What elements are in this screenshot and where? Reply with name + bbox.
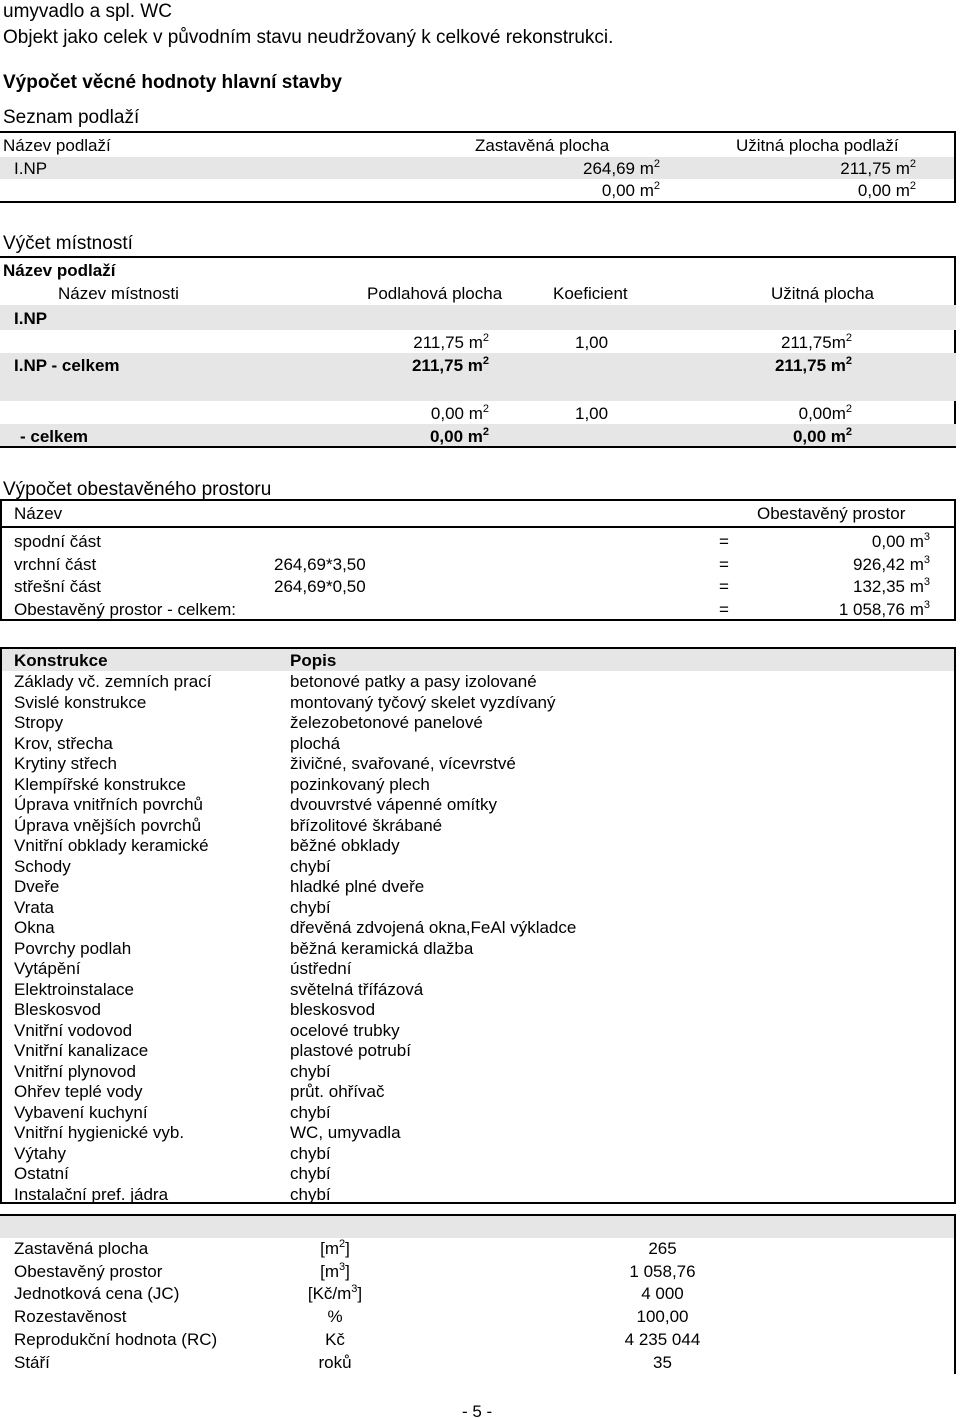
construction-col-description: Popis <box>290 651 337 670</box>
volume-title: Výpočet obestavěného prostoru <box>3 479 272 500</box>
construction-row-name: Elektroinstalace <box>14 979 135 999</box>
rooms-g2-usable: $0,00m^2$ <box>798 403 852 423</box>
section-title: Výpočet věcné hodnoty hlavní stavby <box>3 72 342 93</box>
construction-row-description: břízolitové škrábané <box>290 815 443 835</box>
construction-row-description: dvouvrstvé vápenné omítky <box>290 795 497 814</box>
construction-row-name: Vnitřní plynovod <box>14 1061 136 1081</box>
rooms-g1-total-floor-area: 211,75 $m^2$ <box>411 355 489 375</box>
volume-row-value: 1 058,76 $m^3$ <box>838 598 930 619</box>
floors-col-built: Zastavěná plocha <box>475 136 610 155</box>
rooms-g1-total-usable: 211,75 $m^2$ <box>774 355 852 375</box>
construction-row-name: Základy vč. zemních prací <box>14 672 212 691</box>
volume-col-name: Název <box>14 504 63 523</box>
construction-row-description: světelná třífázová <box>290 979 424 999</box>
floor-row-2-usable: 0,00 $m^2$ <box>857 180 916 200</box>
intro-line-1: umyvadlo a spl. WC <box>3 1 172 22</box>
page-number: - 5 - <box>462 1402 493 1418</box>
floors-col-usable: Užitná plocha podlaží <box>736 136 899 155</box>
construction-row-description: dřevěná zdvojená okna,FeAl výkladce <box>290 918 577 937</box>
summary-row-label: Zastavěná plocha <box>14 1239 149 1258</box>
volume-row-value: 132,35 $m^3$ <box>852 576 930 596</box>
construction-row-name: Schody <box>14 856 71 876</box>
rooms-g2-total-floor-area: 0,00 $m^2$ <box>429 426 489 446</box>
construction-row-name: Vnitřní vodovod <box>14 1020 133 1040</box>
volume-row-eq: = <box>719 599 729 619</box>
summary-row-label: Obestavěný prostor <box>14 1261 163 1281</box>
floor-row-2-built: 0,00 $m^2$ <box>601 180 660 200</box>
volume-row-name: Obestavěný prostor - celkem: <box>14 599 237 619</box>
construction-row-description: plastové potrubí <box>290 1041 411 1060</box>
floor-row-1-built: 264,69 $m^2$ <box>582 158 660 178</box>
rooms-group-1-label: I.NP <box>14 309 48 328</box>
rooms-col-coef: Koeficient <box>553 284 628 303</box>
floor-row-1-name: I.NP <box>14 159 48 178</box>
volume-row-formula: 264,69*3,50 <box>274 554 366 574</box>
construction-row-name: Vrata <box>14 897 55 917</box>
construction-row-name: Úprava vnitřních povrchů <box>14 795 203 814</box>
volume-col-volume: Obestavěný prostor <box>757 504 906 523</box>
volume-row-eq: = <box>719 577 729 596</box>
rooms-title: Výčet místností <box>3 233 133 254</box>
construction-row-name: Krov, střecha <box>14 733 113 753</box>
summary-row-unit: $[m^2]$ <box>320 1238 350 1258</box>
construction-row-name: Svislé konstrukce <box>14 692 147 712</box>
construction-row-description: živičné, svařované, vícevrstvé <box>290 754 516 773</box>
construction-row-description: ocelové trubky <box>290 1020 400 1040</box>
construction-row-name: Vnitřní obklady keramické <box>14 836 209 855</box>
volume-row-formula: 264,69*0,50 <box>274 577 366 596</box>
construction-row-description: hladké plné dveře <box>290 877 425 896</box>
construction-row-name: Krytiny střech <box>14 754 117 773</box>
floors-title: Seznam podlaží <box>3 107 140 128</box>
construction-row-description: ústřední <box>290 959 352 978</box>
construction-row-description: průt. ohřívač <box>290 1082 385 1101</box>
construction-row-description: chybí <box>290 856 331 876</box>
construction-row-description: chybí <box>290 1184 331 1204</box>
construction-row-name: Vnitřní kanalizace <box>14 1041 149 1060</box>
floors-col-name: Název podlaží <box>3 136 111 155</box>
volume-row-value: 0,00 $m^3$ <box>871 531 930 551</box>
rooms-col-usable: Užitná plocha <box>771 284 875 303</box>
construction-row-name: Povrchy podlah <box>14 938 132 958</box>
construction-row-name: Ostatní <box>14 1164 69 1183</box>
construction-row-name: Dveře <box>14 877 60 896</box>
construction-row-description: chybí <box>290 1061 331 1081</box>
construction-row-name: Ohřev teplé vody <box>14 1082 143 1101</box>
rooms-g1-usable: $211,75m^2$ <box>780 332 852 352</box>
summary-row-unit: Kč <box>325 1329 345 1349</box>
rooms-col-floor: Název podlaží <box>3 261 116 280</box>
summary-row-label: Stáří <box>14 1352 50 1372</box>
rooms-g2-total-usable: 0,00 $m^2$ <box>792 426 852 446</box>
construction-row-description: betonové patky a pasy izolované <box>290 672 537 691</box>
floor-row-1-usable: 211,75 $m^2$ <box>840 158 916 178</box>
construction-row-name: Instalační pref. jádra <box>14 1184 169 1204</box>
construction-row-name: Úprava vnějších povrchů <box>14 815 202 835</box>
summary-row-value: 35 <box>653 1352 672 1372</box>
rooms-group-1-total-label: I.NP - celkem <box>14 356 120 375</box>
rooms-g2-floor-area: 0,00 $m^2$ <box>430 403 489 423</box>
summary-row-label: Rozestavěnost <box>14 1307 127 1327</box>
construction-row-description: železobetonové panelové <box>290 713 483 732</box>
volume-row-name: střešní část <box>14 577 101 596</box>
construction-row-description: plochá <box>290 733 341 753</box>
summary-row-unit: roků <box>318 1352 352 1372</box>
construction-row-description: běžná keramická dlažba <box>290 938 474 958</box>
construction-col-name: Konstrukce <box>14 651 108 670</box>
summary-row-label: Jednotková cena (JC) <box>14 1284 180 1304</box>
construction-row-description: běžné obklady <box>290 836 400 855</box>
construction-row-description: WC, umyvadla <box>290 1123 401 1142</box>
construction-row-description: montovaný tyčový skelet vyzdívaný <box>290 692 556 712</box>
summary-row-unit: $[m^3]$ <box>320 1260 350 1281</box>
construction-row-name: Vybavení kuchyní <box>14 1102 148 1122</box>
summary-row-value: 265 <box>648 1239 677 1258</box>
construction-row-name: Bleskosvod <box>14 1000 101 1019</box>
summary-row-value: 4 000 <box>641 1284 684 1304</box>
rooms-g1-coef: 1,00 <box>575 333 609 352</box>
construction-row-name: Klempířské konstrukce <box>14 774 186 794</box>
construction-row-name: Výtahy <box>14 1143 66 1163</box>
summary-row-unit: % <box>327 1307 343 1327</box>
construction-row-description: chybí <box>290 1102 331 1122</box>
summary-row-unit: $[Kč/m^3]$ <box>307 1283 363 1304</box>
rooms-group-2-total-label: - celkem <box>20 427 89 446</box>
rooms-col-floor-area: Podlahová plocha <box>367 284 503 303</box>
volume-row-eq: = <box>719 554 729 574</box>
summary-row-label: Reprodukční hodnota (RC) <box>14 1329 218 1349</box>
intro-line-2: Objekt jako celek v původním stavu neudržovaný k celkové rekonstrukci. <box>3 27 614 48</box>
summary-row-value: 1 058,76 <box>629 1261 696 1281</box>
volume-row-name: vrchní část <box>14 554 97 574</box>
rooms-g1-floor-area: 211,75 $m^2$ <box>413 332 489 352</box>
rooms-col-room: Název místnosti <box>58 284 179 303</box>
volume-row-eq: = <box>719 532 729 551</box>
construction-row-description: chybí <box>290 897 331 917</box>
summary-row-value: 100,00 <box>636 1307 689 1327</box>
construction-row-description: chybí <box>290 1164 331 1183</box>
volume-row-value: 926,42 $m^3$ <box>852 553 930 574</box>
construction-row-name: Stropy <box>14 713 64 732</box>
volume-row-name: spodní část <box>14 532 101 551</box>
construction-row-name: Vytápění <box>14 959 81 978</box>
construction-row-description: bleskosvod <box>290 1000 376 1019</box>
rooms-g2-coef: 1,00 <box>575 404 609 423</box>
construction-row-description: pozinkovaný plech <box>290 774 430 794</box>
construction-row-description: chybí <box>290 1143 331 1163</box>
construction-row-name: Vnitřní hygienické vyb. <box>14 1123 185 1142</box>
summary-row-value: 4 235 044 <box>624 1329 701 1349</box>
construction-row-name: Okna <box>14 918 55 937</box>
